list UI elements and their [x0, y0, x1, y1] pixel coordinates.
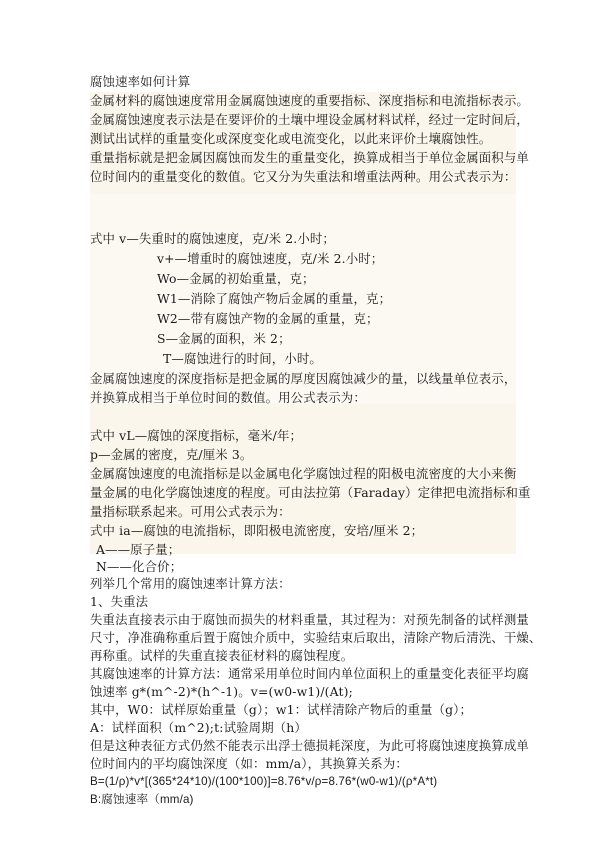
methods-line: 尺寸，净准确称重后置于腐蚀介质中，实验结束后取出，清除产物后清洗、干燥、: [90, 630, 542, 645]
methods-line: 列举几个常用的腐蚀速率计算方法：: [90, 576, 291, 591]
methods-line: 蚀速率 g*(m^-2)*(h^-1)。v=(w0-w1)/(At);: [90, 684, 353, 699]
depth-var-line: p—金属的密度，克/厘米 3。: [90, 447, 253, 462]
methods-line: 其腐蚀速率的计算方法：通常采用单位时间内单位面积上的重量变化表征平均腐: [90, 666, 529, 681]
current-var-line: 式中 ia—腐蚀的电流指标，即阳极电流密度，安培/厘米 2；: [90, 523, 424, 538]
weight-var-line: T—腐蚀进行的时间，小时。: [163, 351, 322, 366]
methods-line: B:腐蚀速率（mm/a): [90, 793, 194, 806]
methods-line: 失重法直接表示由于腐蚀而损失的材料重量，其过程为：对预先制备的试样测量: [90, 612, 529, 627]
intro-line: 位时间内的重量变化的数值。它又分为失重法和增重法两种。用公式表示为：: [90, 169, 517, 184]
current-var-line: A——原子量；: [96, 542, 181, 557]
weight-var-line: W1—消除了腐蚀产物后金属的重量，克；: [157, 291, 392, 306]
page-title: 腐蚀速率如何计算: [90, 74, 191, 89]
current-intro-line: 金属腐蚀速度的电流指标是以金属电化学腐蚀过程的阳极电流密度的大小来衡: [90, 466, 517, 481]
weight-var-line: S—金属的面积，米 2；: [157, 331, 291, 346]
weight-var-line: v+—增重时的腐蚀速度，克/米 2.小时；: [157, 251, 384, 266]
intro-line: 重量指标就是把金属因腐蚀而发生的重量变化，换算成相当于单位金属面积与单: [90, 150, 529, 165]
methods-line: 但是这种表征方式仍然不能表示出浮士德损耗深度，为此可将腐蚀速度换算成单: [90, 738, 529, 753]
methods-heading: 1、失重法: [90, 594, 149, 609]
methods-line: 其中，W0：试样原始重量（g）；w1：试样清除产物后的重量（g）；: [90, 702, 473, 717]
current-intro-line: 量指标联系起来。可用公式表示为：: [90, 504, 291, 519]
formula-line: B=(1/ρ)*v*[(365*24*10)/(100*100)]=8.76*v/ρ=8.76*(w0-w1)/(ρ*A*t): [90, 775, 438, 788]
weight-var-line: W2—带有腐蚀产物的金属的重量，克；: [157, 311, 379, 326]
intro-line: 测试出试样的重量变化或深度变化或电流变化，以此来评价土壤腐蚀性。: [90, 131, 492, 146]
intro-line: 金属腐蚀速度表示法是在要评价的土壤中埋设金属材料试样，经过一定时间后，: [90, 112, 529, 127]
methods-line: 位时间内的平均腐蚀深度（如：mm/a），其换算关系为：: [90, 756, 408, 771]
weight-var-line: Wo—金属的初始重量，克；: [157, 271, 315, 286]
weight-var-line: 式中 v—失重时的腐蚀速度，克/米 2.小时；: [90, 231, 335, 246]
depth-var-line: 式中 vL—腐蚀的深度指标，毫米/年；: [90, 428, 303, 443]
current-var-line: N——化合价；: [96, 559, 183, 574]
intro-line: 金属材料的腐蚀速度常用金属腐蚀速度的重要指标、深度指标和电流指标表示。: [90, 93, 529, 108]
methods-line: 再称重。试样的失重直接表征材料的腐蚀程度。: [90, 648, 354, 663]
current-intro-line: 量金属的电化学腐蚀速度的程度。可由法拉第（Faraday）定律把电流指标和重: [90, 485, 531, 500]
depth-intro-line: 并换算成相当于单位时间的数值。用公式表示为：: [90, 390, 366, 405]
methods-line: A：试样面积（m^2);t:试验周期（h）: [90, 720, 307, 735]
depth-intro-line: 金属腐蚀速度的深度指标是把金属的厚度因腐蚀减少的量，以线量单位表示，: [90, 371, 517, 386]
